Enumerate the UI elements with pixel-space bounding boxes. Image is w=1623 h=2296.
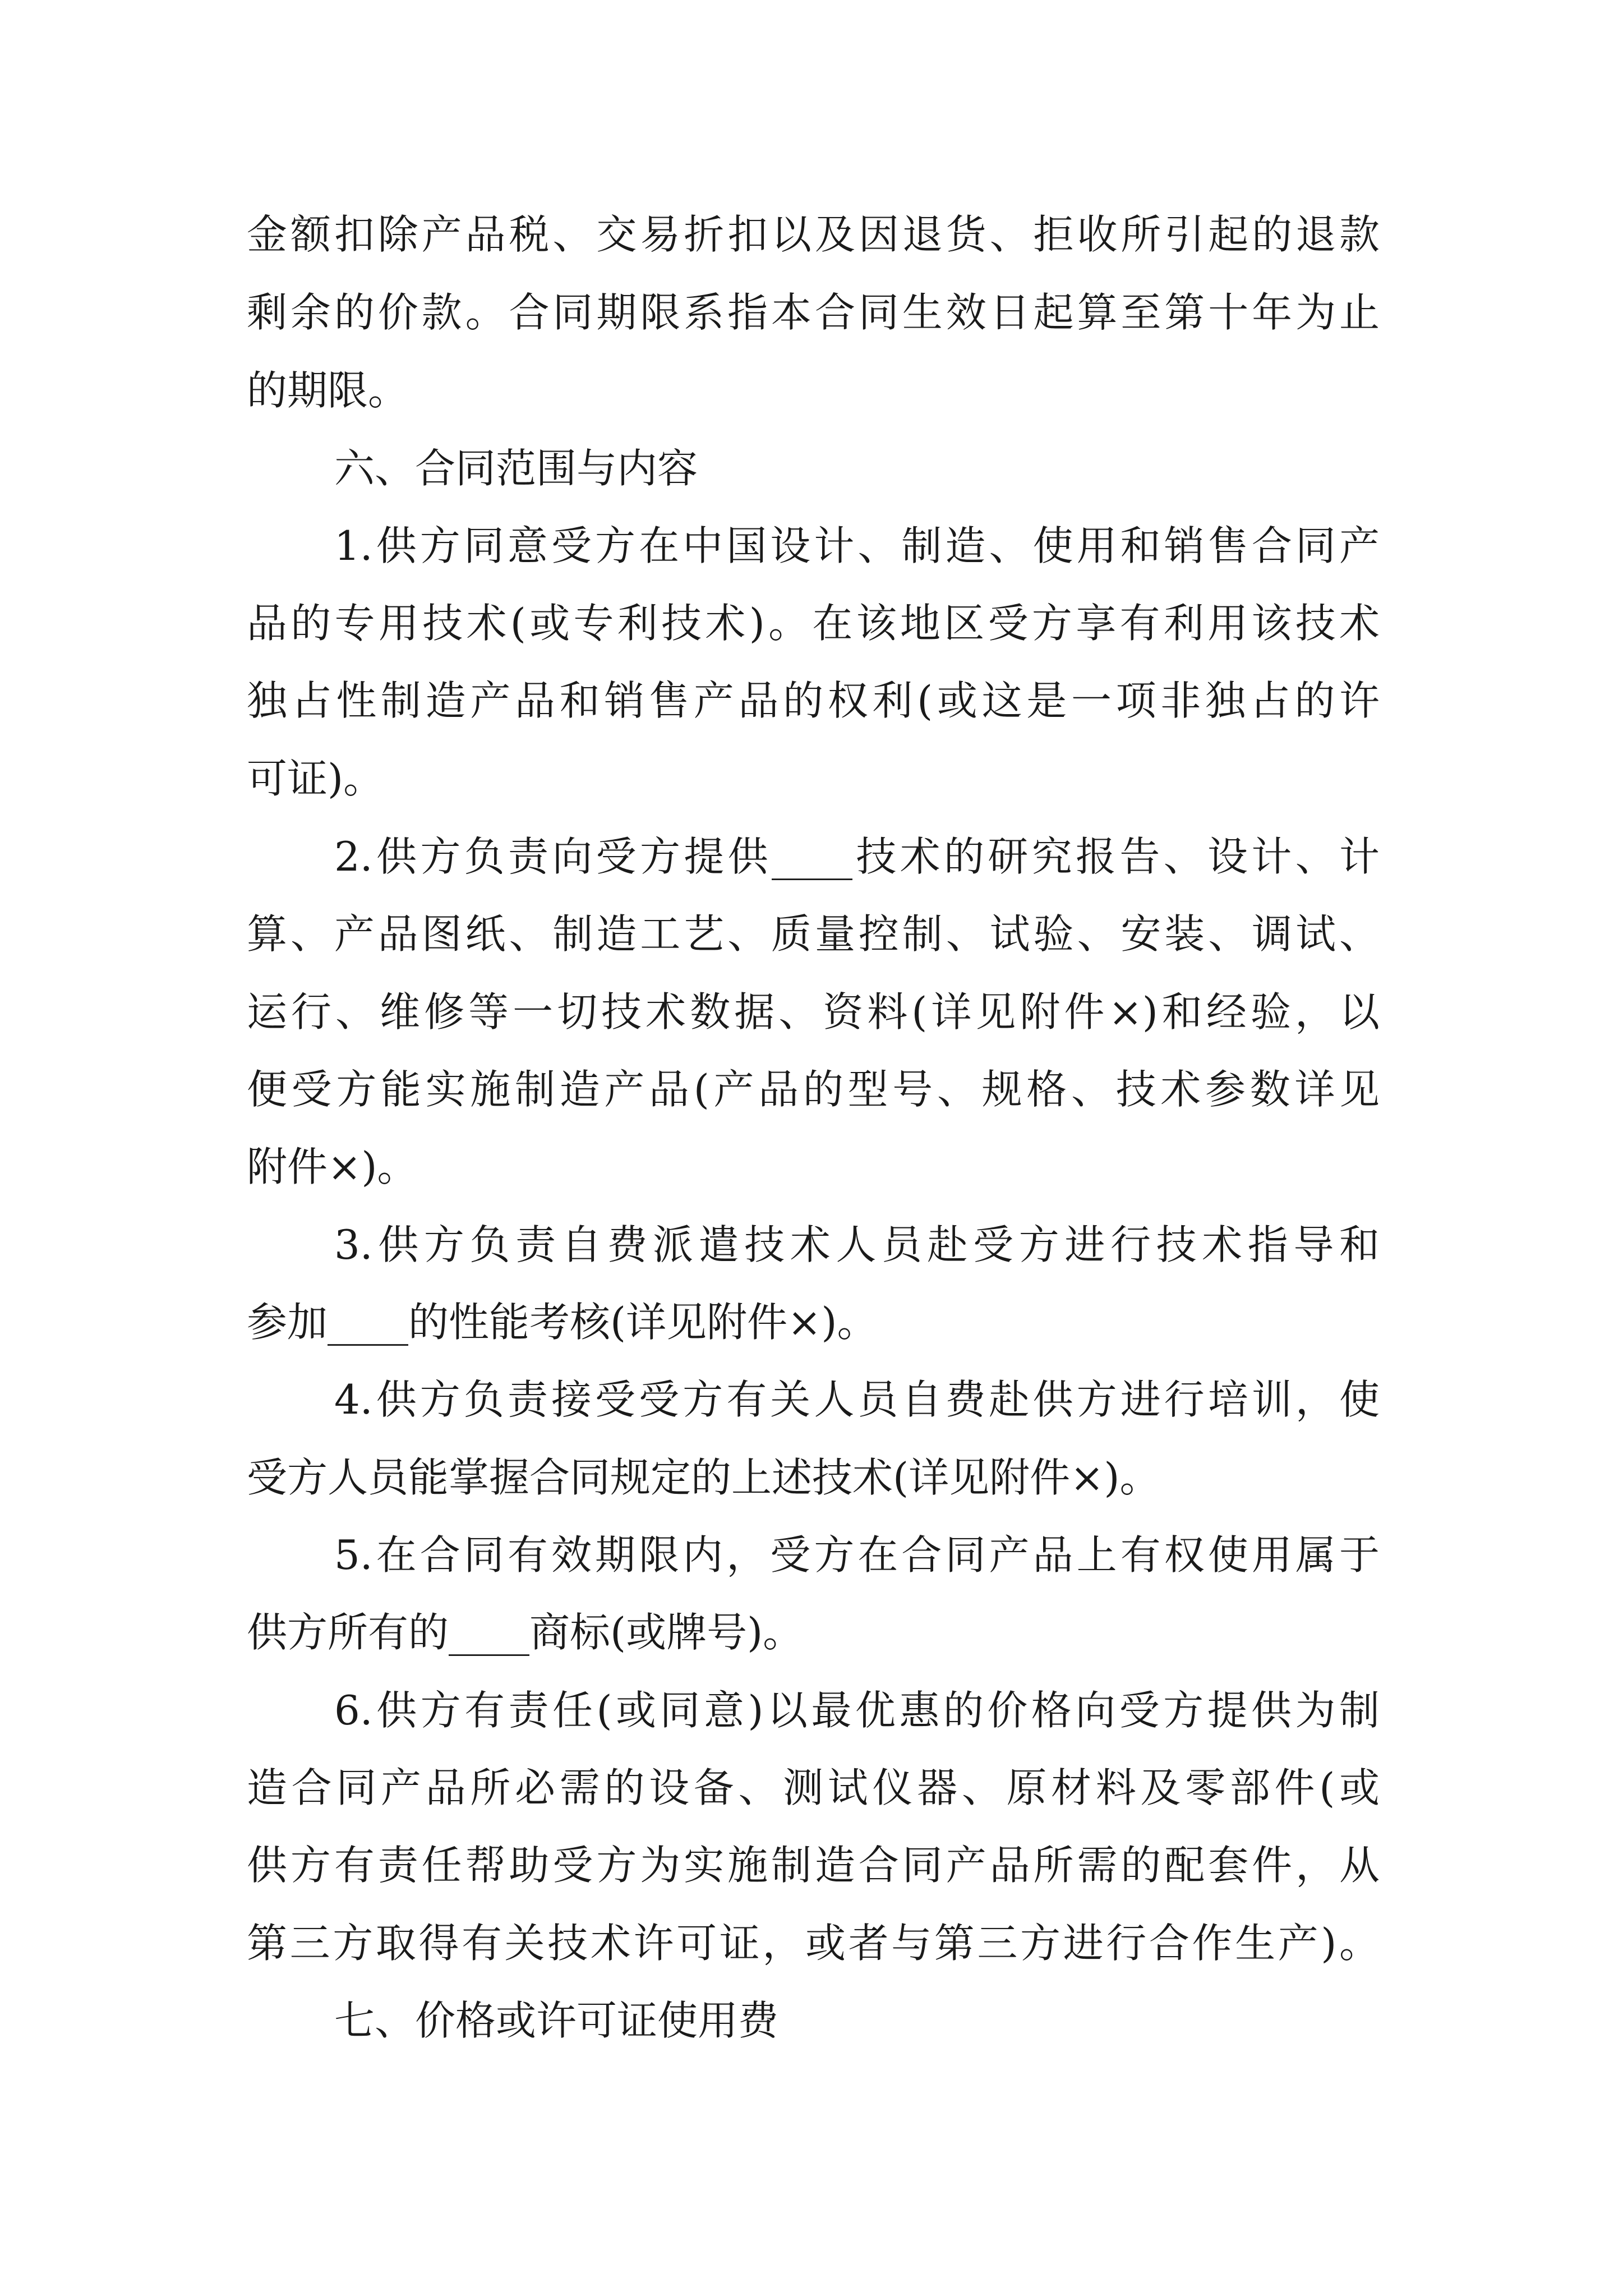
text-line: 运行、维修等一切技术数据、资料(详见附件×)和经验，以 bbox=[247, 988, 1380, 1036]
text-line: 4.供方负责接受受方有关人员自费赴供方进行培训，使 bbox=[334, 1376, 1380, 1423]
text-line: 3.供方负责自费派遣技术人员赴受方进行技术指导和 bbox=[334, 1221, 1380, 1268]
text-line: 2.供方负责向受方提供____技术的研究报告、设计、计 bbox=[334, 833, 1380, 880]
text-line: 参加____的性能考核(详见附件×)。 bbox=[247, 1299, 878, 1346]
text-line: 附件×)。 bbox=[247, 1143, 418, 1190]
text-line: 可证)。 bbox=[247, 755, 384, 802]
section-heading: 七、价格或许可证使用费 bbox=[334, 1997, 779, 2044]
text-line: 1.供方同意受方在中国设计、制造、使用和销售合同产 bbox=[334, 522, 1380, 569]
text-line: 供方有责任帮助受方为实施制造合同产品所需的配套件，从 bbox=[247, 1842, 1380, 1889]
text-line: 第三方取得有关技术许可证，或者与第三方进行合作生产)。 bbox=[247, 1920, 1380, 1967]
text-line: 6.供方有责任(或同意)以最优惠的价格向受方提供为制 bbox=[334, 1687, 1380, 1734]
text-line: 受方人员能掌握合同规定的上述技术(详见附件×)。 bbox=[247, 1454, 1160, 1501]
text-line: 品的专用技术(或专利技术)。在该地区受方享有利用该技术 bbox=[247, 600, 1380, 647]
text-line: 5.在合同有效期限内，受方在合同产品上有权使用属于 bbox=[334, 1531, 1380, 1579]
text-line: 便受方能实施制造产品(产品的型号、规格、技术参数详见 bbox=[247, 1066, 1380, 1113]
text-line: 造合同产品所必需的设备、测试仪器、原材料及零部件(或 bbox=[247, 1764, 1380, 1811]
section-heading: 六、合同范围与内容 bbox=[334, 445, 698, 492]
text-line: 剩余的价款。合同期限系指本合同生效日起算至第十年为止 bbox=[247, 289, 1380, 336]
text-line: 独占性制造产品和销售产品的权利(或这是一项非独占的许 bbox=[247, 677, 1380, 724]
text-line: 金额扣除产品税、交易折扣以及因退货、拒收所引起的退款 bbox=[247, 211, 1380, 258]
text-line: 供方所有的____商标(或牌号)。 bbox=[247, 1609, 804, 1656]
text-line: 算、产品图纸、制造工艺、质量控制、试验、安装、调试、 bbox=[247, 910, 1380, 958]
text-line: 的期限。 bbox=[247, 367, 409, 414]
